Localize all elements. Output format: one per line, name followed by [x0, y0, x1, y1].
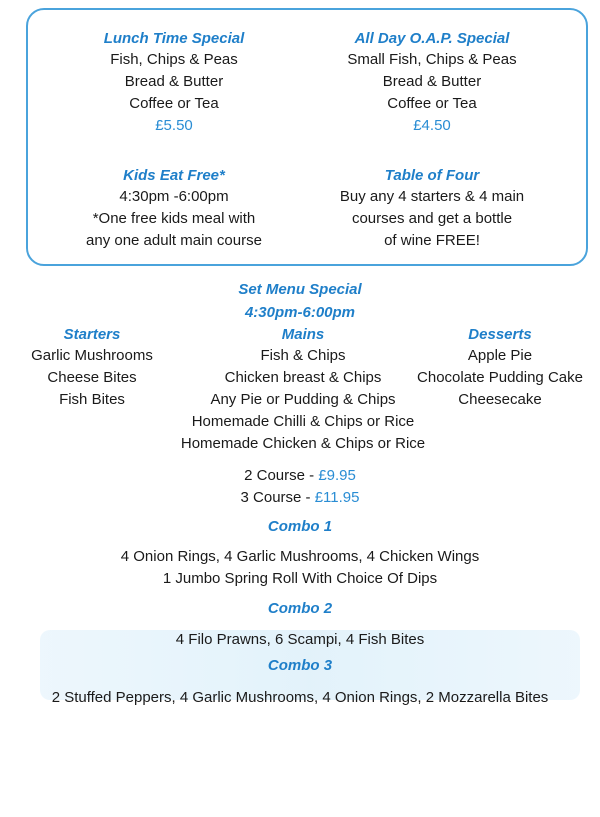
set-menu-time: 4:30pm-6:00pm: [244, 304, 356, 321]
course-price: £11.95: [314, 489, 360, 506]
combo-3-line: 2 Stuffed Peppers, 4 Garlic Mushrooms, 4 Onion Rings, 2 Mozzarella Bites: [51, 689, 549, 706]
oap-special-title: All Day O.A.P. Special: [354, 30, 510, 47]
table-of-four-line: Buy any 4 starters & 4 main: [339, 188, 525, 205]
desserts-column: [404, 324, 596, 411]
oap-special-line: Small Fish, Chips & Peas: [347, 51, 517, 68]
combo-1-line: 4 Onion Rings, 4 Garlic Mushrooms, 4 Chicken Wings: [120, 548, 480, 565]
main-item: Homemade Chicken & Chips or Rice: [180, 435, 426, 452]
table-of-four-special: [292, 165, 572, 252]
mains-title: Mains: [281, 326, 325, 343]
kids-special-line: 4:30pm -6:00pm: [119, 188, 229, 205]
kids-special-line: *One free kids meal with: [92, 210, 256, 227]
dessert-item: Chocolate Pudding Cake: [417, 369, 583, 386]
starter-item: Cheese Bites: [47, 369, 137, 386]
oap-special-price: £4.50: [413, 117, 451, 134]
lunch-special-price: £5.50: [155, 117, 193, 134]
lunch-special-line: Coffee or Tea: [129, 95, 219, 112]
course-price: £9.95: [318, 467, 356, 484]
combo-3-title: Combo 3: [267, 657, 333, 674]
combo-2-title: Combo 2: [267, 600, 333, 617]
main-item: Fish & Chips: [260, 347, 346, 364]
course-label: 2 Course -: [244, 467, 319, 484]
table-of-four-line: courses and get a bottle: [351, 210, 513, 227]
combo-1-line: 1 Jumbo Spring Roll With Choice Of Dips: [162, 570, 438, 587]
starters-title: Starters: [63, 326, 121, 343]
desserts-title: Desserts: [468, 326, 532, 343]
main-item: Homemade Chilli & Chips or Rice: [191, 413, 415, 430]
combo-2-line: 4 Filo Prawns, 6 Scampi, 4 Fish Bites: [175, 631, 425, 648]
kids-special-title: Kids Eat Free*: [123, 167, 225, 184]
starter-item: Garlic Mushrooms: [31, 347, 153, 364]
lunch-special-title: Lunch Time Special: [103, 30, 245, 47]
lunch-special-line: Fish, Chips & Peas: [110, 51, 238, 68]
oap-special: [292, 28, 572, 137]
starter-item: Fish Bites: [59, 391, 125, 408]
set-menu-title: Set Menu Special: [238, 281, 362, 298]
oap-special-line: Coffee or Tea: [387, 95, 477, 112]
lunch-special: [34, 28, 314, 137]
table-of-four-line: of wine FREE!: [384, 232, 480, 249]
three-course-price: [0, 487, 600, 509]
oap-special-line: Bread & Butter: [382, 73, 482, 90]
main-item: Any Pie or Pudding & Chips: [210, 391, 396, 408]
two-course-price: [0, 465, 600, 487]
dessert-item: Apple Pie: [467, 347, 533, 364]
table-of-four-title: Table of Four: [384, 167, 480, 184]
main-item: Chicken breast & Chips: [224, 369, 382, 386]
dessert-item: Cheesecake: [458, 391, 542, 408]
kids-special: [34, 165, 314, 252]
course-label: 3 Course -: [240, 489, 315, 506]
lunch-special-line: Bread & Butter: [124, 73, 224, 90]
kids-special-line: any one adult main course: [86, 232, 262, 249]
combo-1-title: Combo 1: [267, 518, 333, 535]
